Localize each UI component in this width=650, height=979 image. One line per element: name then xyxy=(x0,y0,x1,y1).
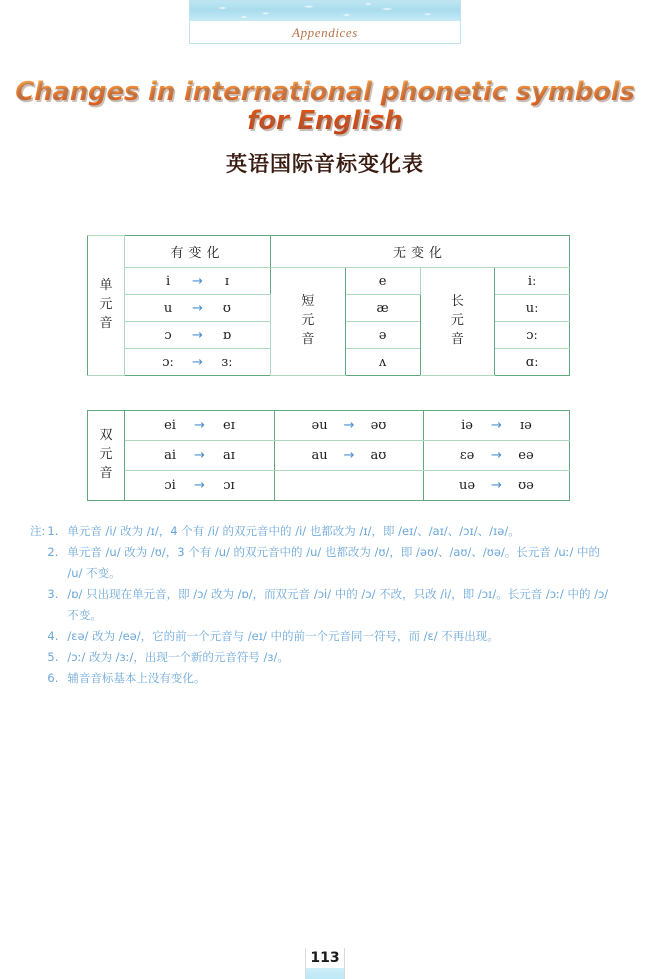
long-vowel-1: uː xyxy=(495,295,570,322)
changed-pair-2-to: ɒ xyxy=(222,327,232,343)
diphthong-pair-1-2-empty xyxy=(275,471,424,501)
note-number-5: 5. xyxy=(47,650,59,664)
diphthong-label-char-0: 双 xyxy=(99,428,113,444)
arrow-icon: → xyxy=(491,478,502,493)
appendices-header-banner xyxy=(189,0,461,44)
note-number-1: 1. xyxy=(47,524,59,538)
notes-label: 注: xyxy=(30,524,46,538)
note-number-6: 6. xyxy=(47,671,59,685)
diphthong-pair-0-1-from: ai xyxy=(164,448,176,463)
short-label-char-1: 元 xyxy=(301,313,315,329)
note-text-5: /ɔː/ 改为 /ɜː/，出现一个新的元音符号 /ɜ/。 xyxy=(67,650,289,664)
diphthong-pair-0-0-to: eɪ xyxy=(223,418,235,433)
row-label-char-0: 单 xyxy=(99,278,113,294)
long-label-char-1: 元 xyxy=(450,313,464,329)
notes-section xyxy=(30,521,610,689)
table-row xyxy=(88,268,570,295)
diphthong-pair-1-1 xyxy=(275,441,424,471)
diphthong-pair-1-0-to: əʊ xyxy=(370,418,387,433)
changed-pair-2 xyxy=(125,322,271,349)
changed-pair-1 xyxy=(125,295,271,322)
page-footer xyxy=(305,948,345,979)
changed-pair-0 xyxy=(125,268,271,295)
header-changed: 有变化 xyxy=(125,236,271,268)
note-number-2: 2. xyxy=(47,545,59,559)
changed-pair-1-from: u xyxy=(163,300,173,316)
list-item xyxy=(47,626,610,647)
note-text-4: /ɛə/ 改为 /eə/，它的前一个元音与 /eɪ/ 中的前一个元音同一符号，而 /ɛ/ 不再出现。 xyxy=(67,629,499,643)
note-number-4: 4. xyxy=(47,629,59,643)
changed-pair-0-from: i xyxy=(165,273,171,289)
diphthong-pair-0-2 xyxy=(125,471,275,501)
row-label-char-1: 元 xyxy=(99,297,113,313)
diphthong-pair-2-0 xyxy=(424,411,570,441)
table-row xyxy=(88,411,570,441)
row-label-long-vowel xyxy=(420,268,495,376)
row-label-diphthong xyxy=(88,411,125,501)
diphthong-pair-1-1-to: aʊ xyxy=(370,448,387,463)
long-label-char-2: 音 xyxy=(450,331,464,347)
diphthong-pair-2-1-from: ɛə xyxy=(459,448,475,463)
diphthong-pair-1-0-from: əu xyxy=(311,418,328,433)
short-vowel-3: ʌ xyxy=(345,349,420,376)
page-title-english: Changes in international phonetic symbols for English xyxy=(0,78,650,136)
long-vowel-2: ɔː xyxy=(495,322,570,349)
arrow-icon: → xyxy=(192,327,203,343)
list-item xyxy=(47,542,610,584)
note-text-1: 单元音 /i/ 改为 /ɪ/，4 个有 /i/ 的双元音中的 /i/ 也都改为 /ɪ/，即 /eɪ/、/aɪ/、/ɔɪ/、/ɪə/。 xyxy=(67,524,520,538)
note-text-6: 辅音音标基本上没有变化。 xyxy=(67,671,206,685)
monophthongs-table xyxy=(87,235,570,376)
arrow-icon: → xyxy=(192,273,203,289)
table-header-row xyxy=(88,236,570,268)
diphthong-pair-2-0-to: ɪə xyxy=(520,418,532,433)
short-vowel-0: e xyxy=(345,268,420,295)
diphthong-pair-2-2-from: uə xyxy=(459,478,476,493)
diphthong-pair-0-0-from: ei xyxy=(164,418,176,433)
changed-pair-1-to: ʊ xyxy=(222,300,231,316)
diphthong-pair-2-1 xyxy=(424,441,570,471)
arrow-icon: → xyxy=(192,300,203,316)
diphthong-pair-0-2-from: ɔi xyxy=(164,478,176,493)
diphthong-pair-2-0-from: iə xyxy=(461,418,473,433)
note-number-3: 3. xyxy=(47,587,59,601)
arrow-icon: → xyxy=(491,448,502,463)
arrow-icon: → xyxy=(194,478,205,493)
arrow-icon: → xyxy=(491,418,502,433)
short-label-char-2: 音 xyxy=(301,331,315,347)
arrow-icon: → xyxy=(343,418,355,433)
note-text-3: /ɒ/ 只出现在单元音，即 /ɔ/ 改为 /ɒ/，而双元音 /ɔi/ 中的 /ɔ/ 不改，只改 /i/，即 /ɔɪ/。长元音 /ɔː/ 中的 /ɔ/ 不变。 xyxy=(67,587,609,622)
list-item xyxy=(47,668,610,689)
long-label-char-0: 长 xyxy=(450,294,464,310)
arrow-icon: → xyxy=(194,418,205,433)
diphthong-pair-0-1 xyxy=(125,441,275,471)
footer-watercolor-decoration xyxy=(306,968,344,979)
changed-pair-3-to: ɜː xyxy=(221,354,233,370)
row-label-char-2: 音 xyxy=(99,315,113,331)
table-row xyxy=(88,441,570,471)
header-unchanged: 无变化 xyxy=(271,236,570,268)
notes-list xyxy=(47,521,610,689)
diphthong-pair-1-1-from: au xyxy=(311,448,328,463)
row-label-monophthong xyxy=(88,236,125,376)
diphthong-pair-2-1-to: eə xyxy=(518,448,534,463)
diphthong-pair-2-2 xyxy=(424,471,570,501)
long-vowel-3: ɑː xyxy=(495,349,570,376)
watercolor-band-decoration xyxy=(190,1,460,21)
long-vowel-0: iː xyxy=(495,268,570,295)
diphthongs-table xyxy=(87,410,570,501)
list-item xyxy=(47,647,610,668)
table-row xyxy=(88,471,570,501)
list-item xyxy=(47,521,610,542)
diphthong-label-char-2: 音 xyxy=(99,465,113,481)
page-title-chinese: 英语国际音标变化表 xyxy=(226,152,424,176)
diphthong-pair-0-1-to: aɪ xyxy=(222,448,235,463)
diphthong-pair-0-2-to: ɔɪ xyxy=(223,478,235,493)
arrow-icon: → xyxy=(343,448,355,463)
changed-pair-3-from: ɔː xyxy=(162,354,174,370)
short-label-char-0: 短 xyxy=(301,294,315,310)
diphthong-pair-0-0 xyxy=(125,411,275,441)
header-label: Appendices xyxy=(292,25,358,40)
arrow-icon: → xyxy=(194,448,205,463)
diphthong-label-char-1: 元 xyxy=(99,447,113,463)
diphthong-pair-2-2-to: ʊə xyxy=(518,478,534,493)
changed-pair-2-from: ɔ xyxy=(164,327,172,343)
changed-pair-3 xyxy=(125,349,271,376)
short-vowel-1: æ xyxy=(345,295,420,322)
page-number: 113 xyxy=(310,950,340,966)
short-vowel-2: ə xyxy=(345,322,420,349)
row-label-short-vowel xyxy=(271,268,346,376)
note-text-2: 单元音 /u/ 改为 /ʊ/，3 个有 /u/ 的双元音中的 /u/ 也都改为 /ʊ/，即 /əʊ/、/aʊ/、/ʊə/。长元音 /uː/ 中的 /u/ 不变。 xyxy=(67,545,601,580)
arrow-icon: → xyxy=(192,354,203,370)
diphthong-pair-1-0 xyxy=(275,411,424,441)
changed-pair-0-to: ɪ xyxy=(224,273,230,289)
list-item xyxy=(47,584,610,626)
